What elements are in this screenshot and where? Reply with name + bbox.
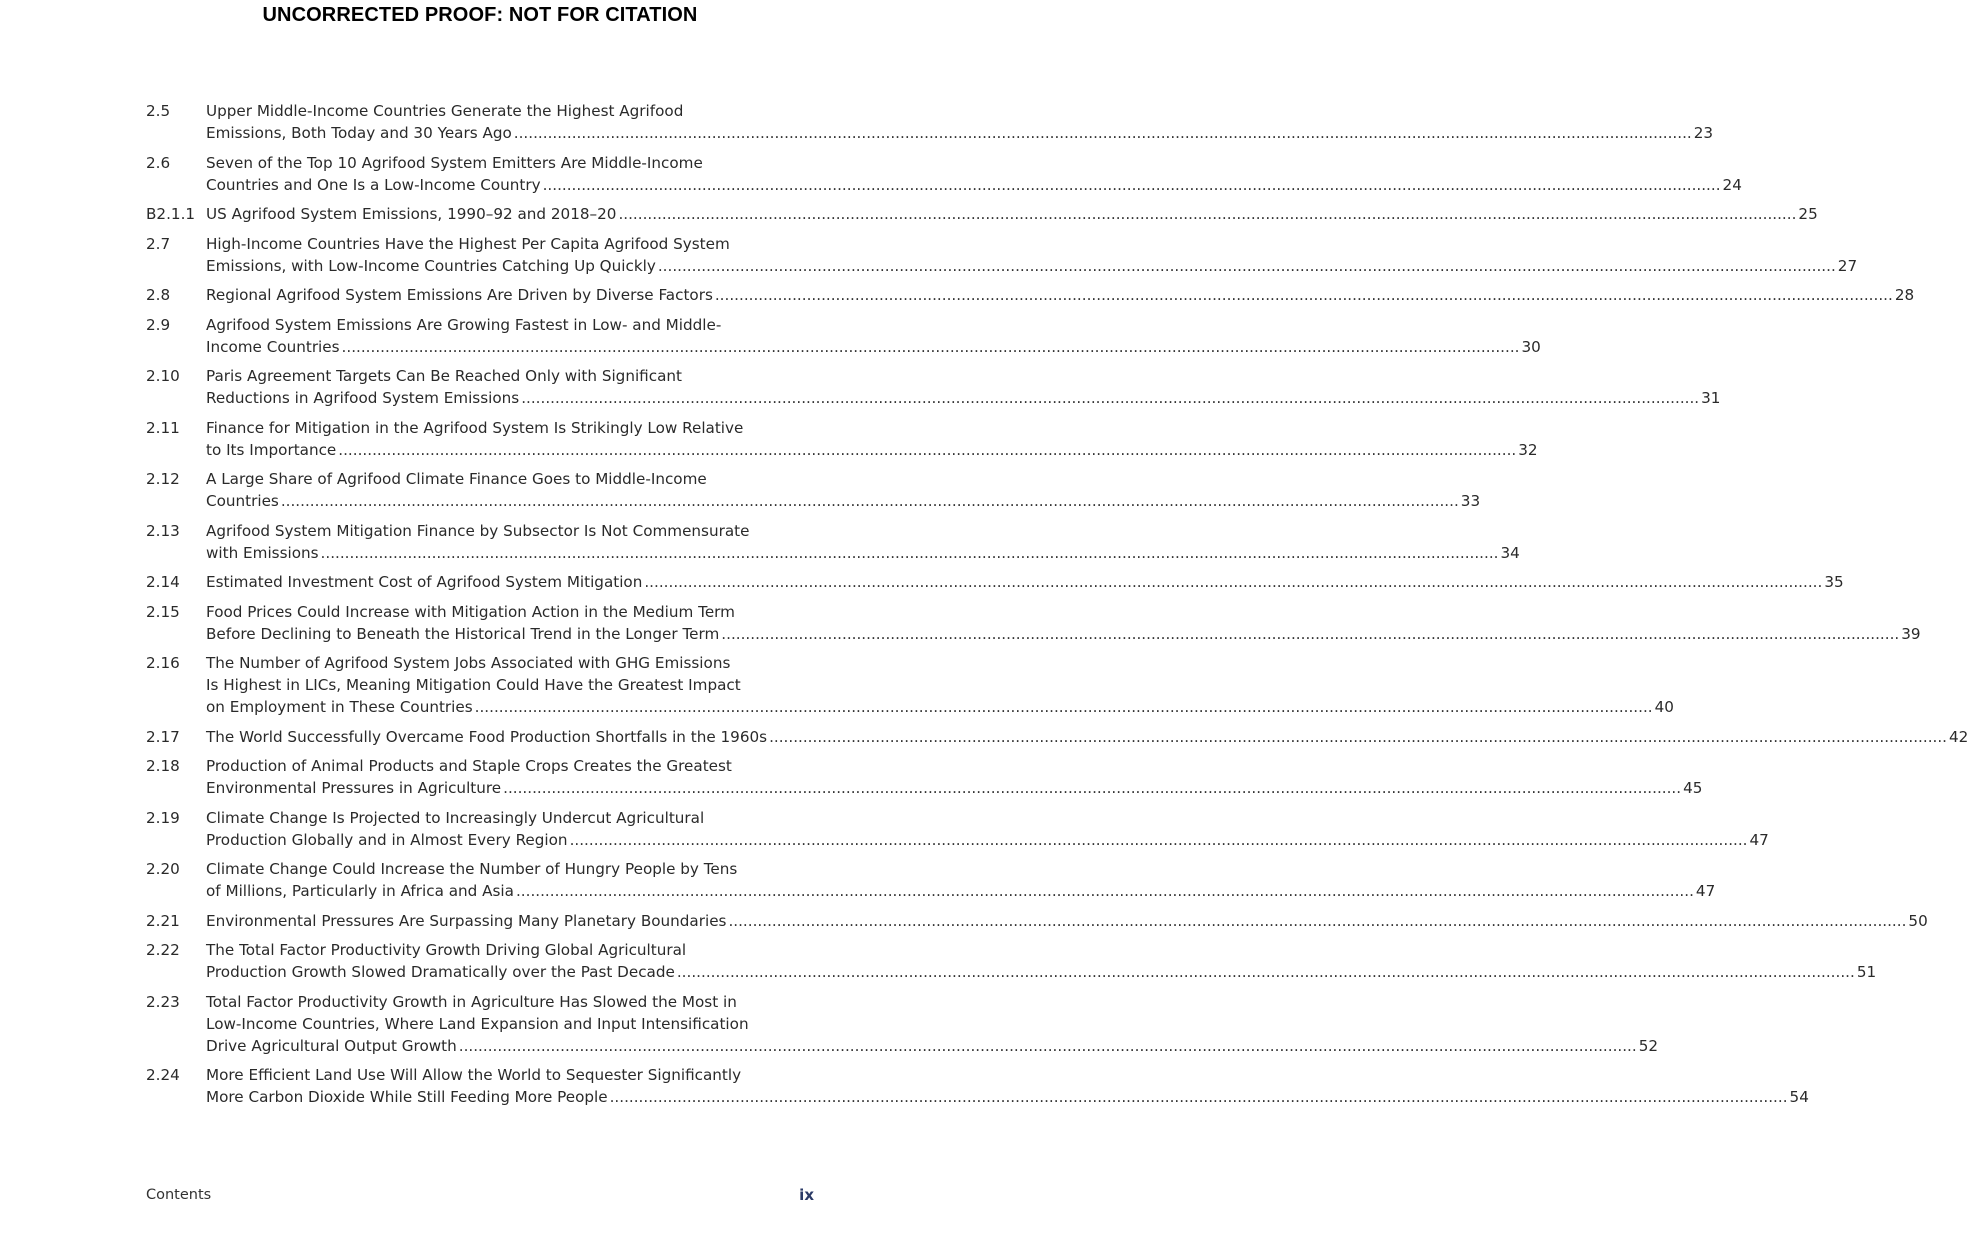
dot-leader [514, 122, 1692, 144]
dot-leader [281, 490, 1459, 512]
entry-last-line [206, 1035, 1658, 1057]
entry-body [206, 755, 1702, 799]
toc-entry[interactable] [146, 991, 1659, 1057]
entry-body [206, 417, 1538, 461]
dot-leader [644, 571, 1822, 593]
entry-last-line [206, 777, 1702, 799]
entry-body [206, 652, 1674, 718]
entry-title-line: Finance for Mitigation in the Agrifood System Is Strikingly Low Relative [206, 418, 744, 437]
toc-entry[interactable] [146, 571, 1844, 593]
entry-last-line [206, 961, 1876, 983]
entry-title-line: Upper Middle-Income Countries Generate the Highest Agrifood [206, 102, 684, 120]
entry-number: 2.14 [146, 573, 180, 591]
entry-last-line [206, 490, 1480, 512]
entry-last-line [206, 255, 1857, 277]
toc-entry[interactable] [146, 601, 1921, 645]
entry-title-line: Countries and One Is a Low-Income Country [206, 175, 541, 194]
entry-page-number: 23 [1693, 124, 1714, 142]
toc-entry[interactable] [146, 365, 1721, 409]
entry-page-number: 25 [1798, 205, 1818, 223]
entry-page-number: 39 [1901, 624, 1921, 643]
entry-title-line: with Emissions [206, 543, 319, 562]
entry-page-number: 32 [1518, 440, 1538, 459]
entry-number: 2.11 [146, 418, 180, 437]
toc-entry[interactable] [146, 152, 1742, 196]
entry-title-line: Environmental Pressures Are Surpassing Many Planetary Boundaries [206, 911, 727, 930]
entry-last-line [206, 542, 1520, 564]
footer-page-number: ix [799, 1186, 814, 1204]
entry-number: 2.9 [146, 315, 171, 334]
dot-leader [728, 910, 1906, 932]
entry-title-line: Countries [206, 492, 279, 510]
toc-entry[interactable] [146, 755, 1703, 799]
dot-leader [503, 777, 1681, 799]
entry-title-line: Low-Income Countries, Where Land Expansion and Input Intensification [206, 1014, 749, 1033]
entry-body [206, 468, 1480, 512]
entry-last-line [206, 439, 1538, 461]
entry-number: 2.12 [146, 470, 180, 488]
dot-leader [459, 1035, 1637, 1057]
entry-body [206, 807, 1769, 851]
entry-last-line [206, 387, 1720, 409]
dot-leader [715, 284, 1893, 306]
entry-title-line: Reductions in Agrifood System Emissions [206, 389, 520, 407]
entry-title-line: Paris Agreement Targets Can Be Reached Only with Significant [206, 367, 682, 385]
entry-number: 2.16 [146, 654, 180, 672]
entry-title-line: Before Declining to Beneath the Historical Trend in the Longer Term [206, 624, 720, 643]
toc-entry[interactable] [146, 233, 1858, 277]
toc-entry[interactable] [146, 314, 1541, 358]
entry-page-number: 47 [1749, 830, 1769, 849]
entry-title-line: A Large Share of Agrifood Climate Finance Goes to Middle-Income [206, 470, 707, 488]
entry-title-line: Emissions, Both Today and 30 Years Ago [206, 124, 512, 142]
entry-body [206, 858, 1715, 902]
toc-entry[interactable] [146, 468, 1481, 512]
toc-entry[interactable] [146, 520, 1520, 564]
entry-title-line: Income Countries [206, 337, 340, 356]
entry-page-number: 34 [1500, 543, 1520, 562]
entry-body [206, 1064, 1809, 1108]
dot-leader [321, 542, 1499, 564]
entry-number: 2.8 [146, 286, 171, 304]
dot-leader [342, 336, 1520, 358]
dot-leader [769, 726, 1947, 748]
entry-page-number: 47 [1695, 882, 1716, 900]
entry-number: 2.6 [146, 153, 171, 172]
entry-title-line: The World Successfully Overcame Food Production Shortfalls in the 1960s [206, 727, 768, 746]
dot-leader [516, 880, 1694, 902]
entry-page-number: 42 [1949, 727, 1968, 746]
entry-last-line [206, 571, 1844, 593]
entry-last-line [206, 122, 1713, 144]
entry-number: 2.13 [146, 521, 180, 540]
entry-body [206, 284, 1914, 306]
entry-page-number: 45 [1683, 779, 1703, 797]
dot-leader [618, 203, 1796, 225]
dot-leader [610, 1086, 1788, 1108]
dot-leader [543, 174, 1721, 196]
entry-body [206, 939, 1876, 983]
entry-body [206, 726, 1968, 748]
entry-title-line: Agrifood System Emissions Are Growing Fastest in Low- and Middle- [206, 315, 722, 334]
entry-number: 2.20 [146, 860, 180, 878]
entry-body [206, 601, 1921, 645]
entry-page-number: 54 [1789, 1088, 1809, 1106]
entry-title-line: Is Highest in LICs, Meaning Mitigation Could Have the Greatest Impact [206, 676, 741, 694]
entry-body [206, 233, 1857, 277]
entry-last-line [206, 880, 1715, 902]
table-of-contents [146, 100, 1968, 1116]
entry-number: 2.21 [146, 911, 180, 930]
entry-title-line: Regional Agrifood System Emissions Are Driven by Diverse Factors [206, 286, 713, 304]
entry-page-number: 52 [1638, 1036, 1659, 1055]
toc-entry[interactable] [146, 284, 1915, 306]
toc-entry[interactable] [146, 910, 1928, 932]
toc-entry[interactable] [146, 100, 1714, 144]
entry-page-number: 27 [1837, 256, 1858, 275]
entry-title-line: Production Globally and in Almost Every Region [206, 830, 568, 849]
toc-entry[interactable] [146, 939, 1877, 983]
entry-page-number: 50 [1908, 911, 1928, 930]
entry-body [206, 314, 1541, 358]
entry-page-number: 33 [1460, 492, 1481, 510]
entry-title-line: High-Income Countries Have the Highest Per Capita Agrifood System [206, 234, 730, 253]
toc-entry[interactable] [146, 203, 1818, 225]
entry-body [206, 571, 1844, 593]
entry-page-number: 51 [1856, 963, 1877, 981]
entry-number: B2.1.1 [146, 205, 196, 223]
toc-entry[interactable] [146, 652, 1674, 718]
entry-body [206, 991, 1658, 1057]
entry-title-line: on Employment in These Countries [206, 698, 473, 716]
entry-title-line: Food Prices Could Increase with Mitigation Action in the Medium Term [206, 602, 735, 621]
entry-title-line: Production of Animal Products and Staple Crops Creates the Greatest [206, 757, 732, 775]
entry-title-line: US Agrifood System Emissions, 1990–92 and 2018–20 [206, 205, 617, 223]
entry-number: 2.24 [146, 1066, 180, 1084]
entry-last-line [206, 203, 1818, 225]
entry-title-line: More Carbon Dioxide While Still Feeding More People [206, 1088, 608, 1106]
entry-number: 2.23 [146, 992, 180, 1011]
entry-last-line [206, 910, 1928, 932]
entry-body [206, 203, 1818, 225]
toc-entry[interactable] [146, 807, 1769, 851]
entry-body [206, 152, 1742, 196]
entry-title-line: Production Growth Slowed Dramatically over the Past Decade [206, 963, 675, 981]
entry-last-line [206, 623, 1921, 645]
entry-last-line [206, 284, 1914, 306]
entry-number: 2.15 [146, 602, 180, 621]
entry-last-line [206, 829, 1769, 851]
dot-leader [521, 387, 1699, 409]
entry-title-line: Climate Change Is Projected to Increasingly Undercut Agricultural [206, 808, 705, 827]
entry-title-line: of Millions, Particularly in Africa and Asia [206, 882, 514, 900]
entry-page-number: 35 [1824, 573, 1844, 591]
entry-title-line: Total Factor Productivity Growth in Agriculture Has Slowed the Most in [206, 992, 737, 1011]
entry-page-number: 40 [1654, 698, 1674, 716]
toc-entry[interactable] [146, 1064, 1809, 1108]
entry-page-number: 31 [1701, 389, 1721, 407]
dot-leader [721, 623, 1899, 645]
entry-title-line: Seven of the Top 10 Agrifood System Emitters Are Middle-Income [206, 153, 703, 172]
toc-entry[interactable] [146, 417, 1538, 461]
dot-leader [338, 439, 1516, 461]
entry-body [206, 520, 1520, 564]
entry-page-number: 30 [1521, 337, 1541, 356]
entry-number: 2.19 [146, 808, 180, 827]
proof-banner: UNCORRECTED PROOF: NOT FOR CITATION [262, 4, 698, 26]
toc-entry[interactable] [146, 726, 1968, 748]
entry-number: 2.17 [146, 727, 180, 746]
entry-last-line [206, 1086, 1809, 1108]
dot-leader [570, 829, 1748, 851]
entry-last-line [206, 696, 1674, 718]
entry-body [206, 910, 1928, 932]
entry-title-line: Estimated Investment Cost of Agrifood System Mitigation [206, 573, 643, 591]
entry-last-line [206, 174, 1742, 196]
entry-page-number: 24 [1722, 175, 1742, 194]
dot-leader [658, 255, 1836, 277]
dot-leader [475, 696, 1653, 718]
entry-title-line: The Total Factor Productivity Growth Driving Global Agricultural [206, 941, 687, 959]
entry-title-line: More Efficient Land Use Will Allow the World to Sequester Significantly [206, 1066, 742, 1084]
toc-entry[interactable] [146, 858, 1716, 902]
entry-last-line [206, 336, 1541, 358]
footer-section-label: Contents [146, 1187, 212, 1203]
entry-number: 2.5 [146, 102, 171, 120]
entry-last-line [206, 726, 1968, 748]
entry-title-line: Emissions, with Low-Income Countries Catching Up Quickly [206, 256, 656, 275]
entry-body [206, 365, 1720, 409]
entry-number: 2.7 [146, 234, 171, 253]
entry-body [206, 100, 1713, 144]
entry-title-line: to Its Importance [206, 440, 337, 459]
entry-number: 2.18 [146, 757, 180, 775]
entry-number: 2.10 [146, 367, 180, 385]
entry-title-line: Agrifood System Mitigation Finance by Subsector Is Not Commensurate [206, 521, 750, 540]
dot-leader [677, 961, 1855, 983]
entry-title-line: Climate Change Could Increase the Number of Hungry People by Tens [206, 860, 738, 878]
entry-title-line: The Number of Agrifood System Jobs Associated with GHG Emissions [206, 654, 731, 672]
entry-title-line: Drive Agricultural Output Growth [206, 1036, 457, 1055]
entry-title-line: Environmental Pressures in Agriculture [206, 779, 502, 797]
entry-number: 2.22 [146, 941, 180, 959]
entry-page-number: 28 [1894, 286, 1915, 304]
